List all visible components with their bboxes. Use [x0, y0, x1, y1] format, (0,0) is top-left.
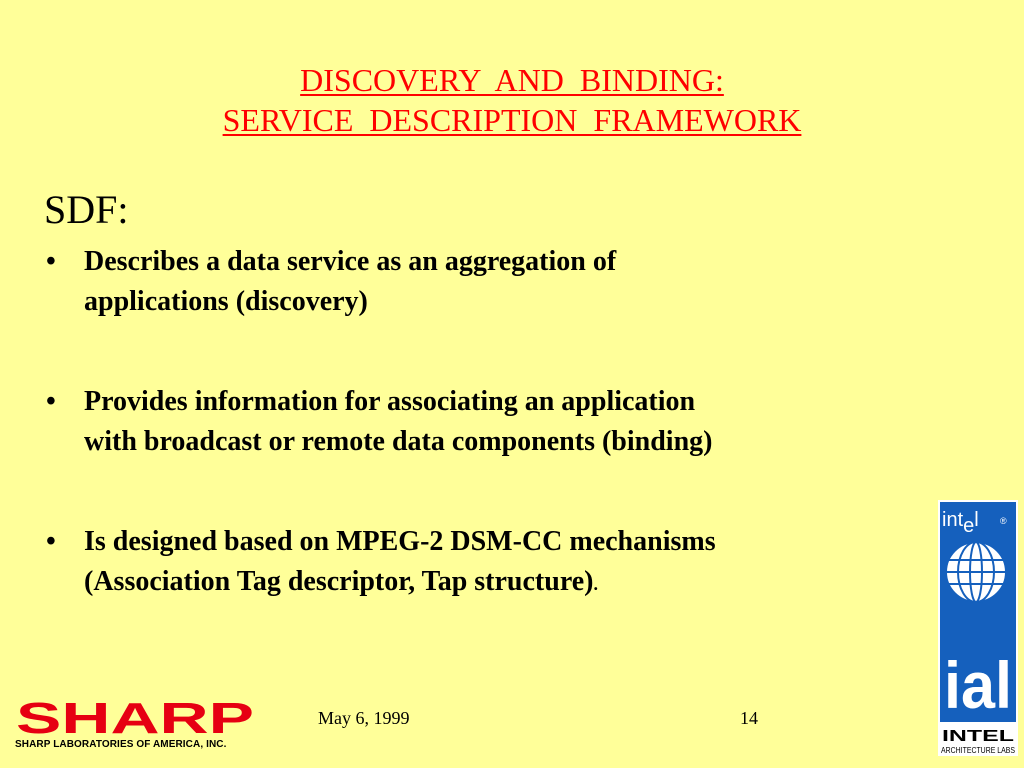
sharp-logo	[16, 700, 256, 736]
slide-title-line1: DISCOVERY AND BINDING:	[300, 62, 724, 98]
section-heading: SDF:	[44, 187, 129, 232]
bullet-marker: •	[46, 526, 56, 557]
company-subtitle: SHARP LABORATORIES OF AMERICA, INC.	[15, 739, 227, 750]
intel-brand-text: intel	[942, 509, 979, 537]
bullet-item	[44, 242, 904, 322]
bullet-text-period: .	[593, 574, 598, 594]
bullet-list	[44, 242, 904, 604]
footer-date: May 6, 1999	[318, 708, 410, 728]
bullet-marker: •	[46, 386, 56, 417]
sharp-logo-text: SHARP	[16, 700, 254, 736]
intel-wordmark: INTEL	[942, 728, 1015, 745]
registered-mark: ®	[1000, 516, 1007, 526]
bullet-text: Provides information for associating an application with broadcast or remote data components (binding)	[84, 386, 713, 457]
slide-title-line2: SERVICE DESCRIPTION FRAMEWORK	[222, 102, 802, 138]
bullet-text: Describes a data service as an aggregation of applications (discovery)	[84, 246, 617, 317]
bullet-item	[44, 382, 904, 462]
architecture-labs-text: ARCHITECTURE LABS	[941, 746, 1015, 755]
ial-letters: ial	[944, 648, 1012, 722]
bullet-text: Is designed based on MPEG-2 DSM-CC mechanisms (Association Tag descriptor, Tap structure)	[84, 526, 716, 597]
slide-title	[0, 60, 1024, 140]
bullet-item	[44, 522, 904, 604]
intel-ial-badge	[938, 500, 1018, 756]
page-number: 14	[740, 708, 758, 728]
bullet-marker: •	[46, 246, 56, 277]
globe-icon	[946, 542, 1006, 602]
